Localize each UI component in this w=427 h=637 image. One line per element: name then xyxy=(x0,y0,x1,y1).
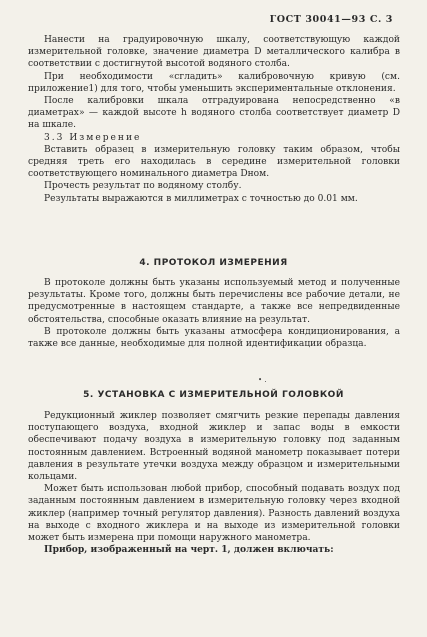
paragraph: Нанести на градуировочную шкалу, соответствующую каждой измерительной головке, значение диаметра D металлического калибра в соответствии с достигнутой высотой водяного столба. xyxy=(28,35,400,70)
section-3-text xyxy=(28,34,400,205)
section-4-title: 4. ПРОТОКОЛ ИЗМЕРЕНИЯ xyxy=(139,258,288,268)
section-5-text xyxy=(28,410,400,556)
paragraph: После калибровки шкала отградуирована непосредственно «в диаметрах» — каждой высоте h водяного столба соответствует диаметр D на шкале. xyxy=(28,96,400,131)
section-4-text xyxy=(28,277,400,350)
page-header: ГОСТ 30041—93 С. 3 xyxy=(269,14,393,25)
paragraph: Прибор, изображенный на черт. 1, должен включать: xyxy=(44,544,334,556)
paragraph: Прочесть результат по водяному столбу. xyxy=(44,181,242,192)
paragraph: При необходимости «сгладить» калибровочную кривую (см. приложение1) для того, чтобы уменьшить экспериментальные отклонения. xyxy=(28,71,400,94)
paragraph: В протоколе должны быть указаны атмосфера кондиционирования, а также все данные, необходимые для полной идентификации образца. xyxy=(28,326,400,350)
subsection-heading: 3.3 Измерение xyxy=(44,132,142,143)
paragraph: Может быть использован любой прибор, способный подавать воздух под заданным постоянным давлением в измерительную головку через входной жиклер (например точный регулятор давления). Разность давлений воздуха на выходе с входного жиклера и на выходе из измерительной головки может быть измерена при помощи наружного манометра. xyxy=(28,484,400,544)
scan-speck: • . xyxy=(258,376,267,384)
paragraph: Редукционный жиклер позволяет смягчить резкие перепады давления поступающего воздуха, входной жиклер и запас воды в емкости обеспечивают подачу воздуха в измерительную головку под заданным постоянным давлением. Встроенный водяной манометр показывает потери давления в результате утечки воздуха между образцом и измерительными кольцами. xyxy=(28,411,400,483)
paragraph: В протоколе должны быть указаны используемый метод и полученные результаты. Кроме того, должны быть перечислены все рабочие детали, не предусмотренные в настоящем стандарте, а также все непредвиденные обстоятельства, способные оказать влияние на результат. xyxy=(28,278,400,325)
paragraph: Вставить образец в измерительную головку таким образом, чтобы средняя треть его находилась в середине измерительной головки соответствующего номинального диаметра Dном. xyxy=(28,144,400,180)
paragraph: Результаты выражаются в миллиметрах с точностью до 0.01 мм. xyxy=(44,193,358,204)
section-5-title: 5. УСТАНОВКА С ИЗМЕРИТЕЛЬНОЙ ГОЛОВКОЙ xyxy=(83,390,344,400)
